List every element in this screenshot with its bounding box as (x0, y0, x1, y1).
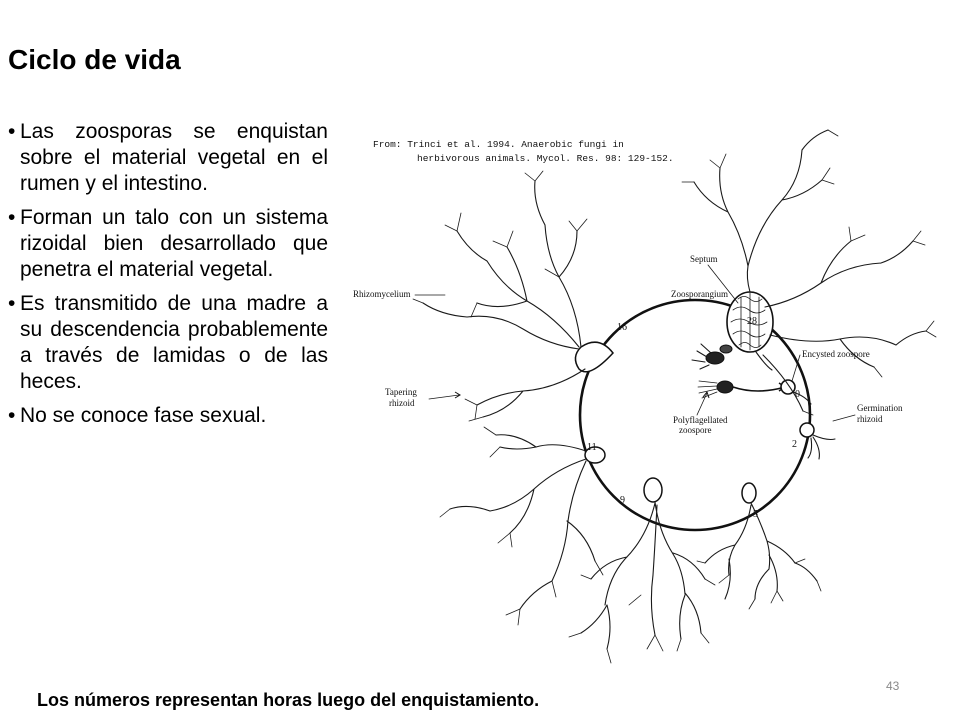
page-number: 43 (886, 679, 900, 693)
hour-label: 2 (792, 439, 797, 450)
thallus-16h-icon (413, 171, 613, 421)
germinating-thallus-icon (800, 423, 835, 459)
germination-pointer (833, 415, 855, 421)
label-polyflagellated-2: zoospore (679, 425, 712, 435)
label-zoosporangium: Zoosporangium (671, 289, 728, 299)
label-tapering-rhizoid-2: rhizoid (389, 398, 415, 408)
hour-label: 28 (747, 316, 757, 327)
bullet-item: • Es transmitido de una madre a su descendencia probablemente a través de lamidas o de las heces. (8, 291, 328, 395)
bullet-list (8, 119, 328, 437)
label-polyflagellated-1: Polyflagellated (673, 415, 728, 425)
label-germination-rhizoid-2: rhizoid (857, 414, 883, 424)
figure-source-line-2: herbivorous animals. Mycol. Res. 98: 129-152. (417, 153, 674, 164)
label-tapering-rhizoid-1: Tapering (385, 387, 417, 397)
polyflagellated-pointer (697, 393, 707, 415)
inner-cycle-arrow (733, 387, 785, 391)
hour-label: 9 (620, 495, 625, 506)
bullet-item: • No se conoce fase sexual. (8, 403, 328, 429)
thallus-11h-icon (440, 427, 605, 625)
polyflagellated-zoospore-icon (698, 381, 733, 398)
thallus-28h-icon (682, 130, 936, 415)
hour-label: 11 (587, 442, 597, 453)
bullet-item: • Forman un talo con un sistema rizoidal bien desarrollado que penetra el material vegetal. (8, 205, 328, 283)
hour-label: 5 (753, 509, 758, 520)
life-cycle-diagram (345, 125, 950, 680)
label-germination-rhizoid-1: Germination (857, 403, 903, 413)
tapering-pointer (429, 395, 459, 399)
hour-label: 0 (795, 389, 800, 400)
thallus-9h-icon (569, 478, 715, 663)
bullet-item: • Las zoosporas se enquistan sobre el material vegetal en el rumen y el intestino. (8, 119, 328, 197)
label-rhizomycelium: Rhizomycelium (353, 289, 411, 299)
figure-source-line-1: From: Trinci et al. 1994. Anaerobic fungi in (373, 139, 624, 150)
released-zoospores-icon (692, 344, 732, 369)
thallus-5h-icon (697, 483, 821, 609)
label-encysted-zoospore: Encysted zoospore (802, 349, 870, 359)
hour-label: 16 (617, 322, 627, 333)
figure-caption: Los números representan horas luego del enquistamiento. (37, 690, 540, 710)
slide-title: Ciclo de vida (8, 44, 181, 75)
label-septum: Septum (690, 254, 718, 264)
